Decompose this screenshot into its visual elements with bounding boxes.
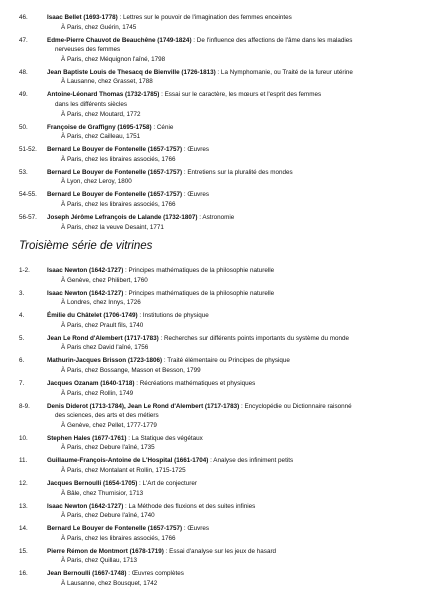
entry-heading-line <box>47 434 402 444</box>
entry-heading-line <box>47 334 402 344</box>
publication-details: À Bâle, chez Thurnisior, 1713 <box>61 489 144 497</box>
author-name: Jacques Ozanam (1640-1718) <box>47 380 135 387</box>
entry-number: 49. <box>19 91 28 99</box>
entry-heading-line <box>47 213 402 223</box>
entry-number: 10. <box>19 434 28 442</box>
entry-heading-line <box>47 289 402 299</box>
publication-details: À Paris, chez Prault fils, 1740 <box>61 321 144 329</box>
entry-number: 53. <box>19 168 28 176</box>
work-title: : L'Art de conjecturer <box>137 480 197 487</box>
author-name: Isaac Newton (1642-1727) <box>47 267 124 274</box>
work-title: : La Nymphomanie, ou Traité de la fureur utérine <box>215 68 353 76</box>
work-title: : Traité élémentaire ou Principes de physique <box>162 357 290 365</box>
entry-body <box>47 36 402 65</box>
entry-heading-line <box>47 479 402 489</box>
author-name: Pierre Rémon de Montmort (1678-1719) <box>47 547 164 555</box>
entry-body <box>47 68 402 87</box>
work-title: : Essai sur le caractère, les mœurs et l'esprit des femmes <box>159 91 322 99</box>
entry-heading-line <box>47 266 402 276</box>
entry-heading-line <box>47 190 402 200</box>
publication-details: À Paris, chez Rollin, 1749 <box>61 389 134 397</box>
publication-details: À Paris, chez les libraires associés, 1766 <box>61 155 176 163</box>
entry-heading-line <box>47 456 402 466</box>
entry-number: 56-57. <box>19 214 37 221</box>
work-title: : La Statique des végétaux <box>126 434 203 442</box>
work-title-continued: des sciences, des arts et des métiers <box>55 412 159 420</box>
author-name: Bernard Le Bouyer de Fontenelle (1657-1757) <box>47 146 183 154</box>
entry-body <box>47 334 402 353</box>
author-name: Françoise de Graffigny (1695-1758) <box>47 123 152 131</box>
entry-body <box>47 524 402 543</box>
entry-heading-line <box>47 524 402 534</box>
work-title: : Institutions de physique <box>137 312 209 320</box>
entry-body <box>47 213 402 232</box>
entry-body <box>47 311 402 330</box>
work-title: : Principes mathématiques de la philosophie naturelle <box>123 267 275 274</box>
entry-number: 50. <box>19 123 28 131</box>
entry-heading-line <box>47 379 402 389</box>
publication-details: À Paris, chez Guérin, 1745 <box>61 23 137 31</box>
entry-body <box>47 569 402 588</box>
author-name: Jean Bernoulli (1667-1748) <box>47 570 127 578</box>
author-name: Isaac Bellet (1693-1778) <box>47 14 118 21</box>
work-title: : Œuvres <box>182 525 210 533</box>
entry-body <box>47 547 402 566</box>
entry-number: 13. <box>19 502 28 510</box>
publication-details: À Paris, chez les libraires associés, 1766 <box>61 534 176 542</box>
entry-number: 51-52. <box>19 146 37 154</box>
entry-number: 5. <box>19 334 25 342</box>
section-title: Troisième série de vitrines <box>19 240 153 252</box>
entry-body <box>47 456 402 475</box>
author-name: Émilie du Châtelet (1706-1749) <box>47 312 138 320</box>
entry-body <box>47 90 402 119</box>
entry-body <box>47 13 402 32</box>
entry-number: 48. <box>19 68 28 76</box>
author-name: Jean Baptiste Louis de Thesacq de Bienville (1726-1813) <box>47 68 216 76</box>
publication-details: À Paris, chez Bossange, Masson et Besson, 1799 <box>61 366 201 374</box>
author-name: Stephen Hales (1677-1761) <box>47 434 127 442</box>
work-title: : La Méthode des fluxions et des suites infinies <box>123 502 256 510</box>
publication-details: À Paris, chez la veuve Desaint, 1771 <box>61 223 164 231</box>
entry-number: 7. <box>19 380 25 387</box>
author-name: Isaac Newton (1642-1727) <box>47 502 124 510</box>
author-name: Antoine-Léonard Thomas (1732-1785) <box>47 91 160 99</box>
work-title-continued: nerveuses des femmes <box>55 46 121 54</box>
entry-body <box>47 502 402 521</box>
work-title: : Cénie <box>151 123 174 131</box>
entry-body <box>47 123 402 142</box>
work-title: : Œuvres complètes <box>126 570 184 578</box>
entry-number: 6. <box>19 357 25 365</box>
work-title: : Récréations mathématiques et physiques <box>134 380 256 387</box>
publication-details: À Paris, chez Debure l'aîné, 1735 <box>61 444 155 452</box>
publication-details: À Lyon, chez Leroy, 1800 <box>61 178 132 186</box>
author-name: Joseph Jérôme Lefrançois de Lalande (1732-1807) <box>47 214 198 221</box>
work-title: : Lettres sur le pouvoir de l'imagination des femmes enceintes <box>117 14 292 21</box>
entry-number: 8-9. <box>19 402 30 410</box>
work-title: : Recherches sur différents points importants du système du monde <box>158 334 350 342</box>
entry-body <box>47 379 402 398</box>
work-title: : Analyse des infiniment petits <box>208 457 294 465</box>
author-name: Edme-Pierre Chauvot de Beauchêne (1749-1824) <box>47 36 192 44</box>
entry-number: 54-55. <box>19 191 37 199</box>
entry-heading-line <box>47 90 402 100</box>
entry-number: 3. <box>19 289 25 297</box>
publication-details: À Paris, chez Méquignon l'aîné, 1798 <box>61 55 166 63</box>
entry-heading-line <box>47 68 402 78</box>
entry-number: 12. <box>19 480 28 487</box>
entry-body <box>47 356 402 375</box>
publication-details: À Paris, chez Quillau, 1713 <box>61 557 137 565</box>
work-title: : De l'influence des affections de l'âme dans les maladies <box>191 36 353 44</box>
publication-details: À Lausanne, chez Grasset, 1788 <box>61 78 153 86</box>
work-title: : Entretiens sur la pluralité des mondes <box>182 168 293 176</box>
entry-heading-line <box>47 547 402 557</box>
entry-number: 14. <box>19 525 28 533</box>
work-title: : Encyclopédie ou Dictionnaire raisonné <box>239 402 352 410</box>
entry-heading-line <box>47 36 402 46</box>
entry-number: 46. <box>19 14 28 21</box>
entry-number: 47. <box>19 36 28 44</box>
entry-heading-line <box>47 168 402 178</box>
publication-details: À Paris, chez Cailleau, 1751 <box>61 133 141 141</box>
author-name: Mathurin-Jacques Brisson (1723-1806) <box>47 357 163 365</box>
publication-details: À Paris, chez les libraires associés, 1766 <box>61 200 176 208</box>
entry-heading-line <box>47 311 402 321</box>
entry-body <box>47 479 402 498</box>
author-name: Bernard Le Bouyer de Fontenelle (1657-1757) <box>47 191 183 199</box>
entry-number: 1-2. <box>19 267 30 274</box>
work-title-continued: dans les différents siècles <box>55 100 127 108</box>
publication-details: À Genève, chez Philibert, 1760 <box>61 276 148 284</box>
work-title: : Principes mathématiques de la philosophie naturelle <box>123 289 275 297</box>
entry-body <box>47 289 402 308</box>
publication-details: À Paris, chez Debure l'aîné, 1740 <box>61 512 155 520</box>
entry-body <box>47 266 402 285</box>
work-title: : Œuvres <box>182 146 210 154</box>
entry-body <box>47 402 402 431</box>
publication-details: À Paris, chez Moutard, 1772 <box>61 110 141 118</box>
publication-details: À Paris chez David l'aîné, 1756 <box>61 344 149 352</box>
entry-body <box>47 434 402 453</box>
author-name: Jacques Bernoulli (1654-1705) <box>47 480 138 487</box>
entry-heading-line <box>47 13 402 23</box>
author-name: Guillaume-François-Antoine de L'Hospital (1661-1704) <box>47 457 209 465</box>
publication-details: À Paris, chez Montalant et Rollin, 1715-1725 <box>61 466 186 474</box>
entry-number: 15. <box>19 547 28 555</box>
entry-heading-line <box>47 569 402 579</box>
author-name: Bernard Le Bouyer de Fontenelle (1657-1757) <box>47 525 183 533</box>
entry-number: 11. <box>19 457 28 465</box>
author-name: Bernard Le Bouyer de Fontenelle (1657-1757) <box>47 168 183 176</box>
publication-details: À Londres, chez Innys, 1726 <box>61 299 141 307</box>
entry-heading-line <box>47 502 402 512</box>
entry-body <box>47 168 402 187</box>
author-name: Jean Le Rond d'Alembert (1717-1783) <box>47 334 159 342</box>
publication-details: À Lausanne, chez Bousquet, 1742 <box>61 579 158 587</box>
work-title: : Astronomie <box>197 214 235 221</box>
author-name: Denis Diderot (1713-1784), Jean Le Rond d'Alembert (1717-1783) <box>47 402 240 410</box>
entry-number: 16. <box>19 570 28 578</box>
author-name: Isaac Newton (1642-1727) <box>47 289 124 297</box>
entry-body <box>47 190 402 209</box>
entry-heading-line <box>47 145 402 155</box>
entry-heading-line <box>47 356 402 366</box>
entry-heading-line <box>47 402 402 412</box>
work-title: : Essai d'analyse sur les jeux de hasard <box>163 547 277 555</box>
publication-details: À Genève, chez Pellet, 1777-1779 <box>61 421 157 429</box>
entry-number: 4. <box>19 312 25 320</box>
work-title: : Œuvres <box>182 191 210 199</box>
entry-body <box>47 145 402 164</box>
entry-heading-line <box>47 123 402 133</box>
